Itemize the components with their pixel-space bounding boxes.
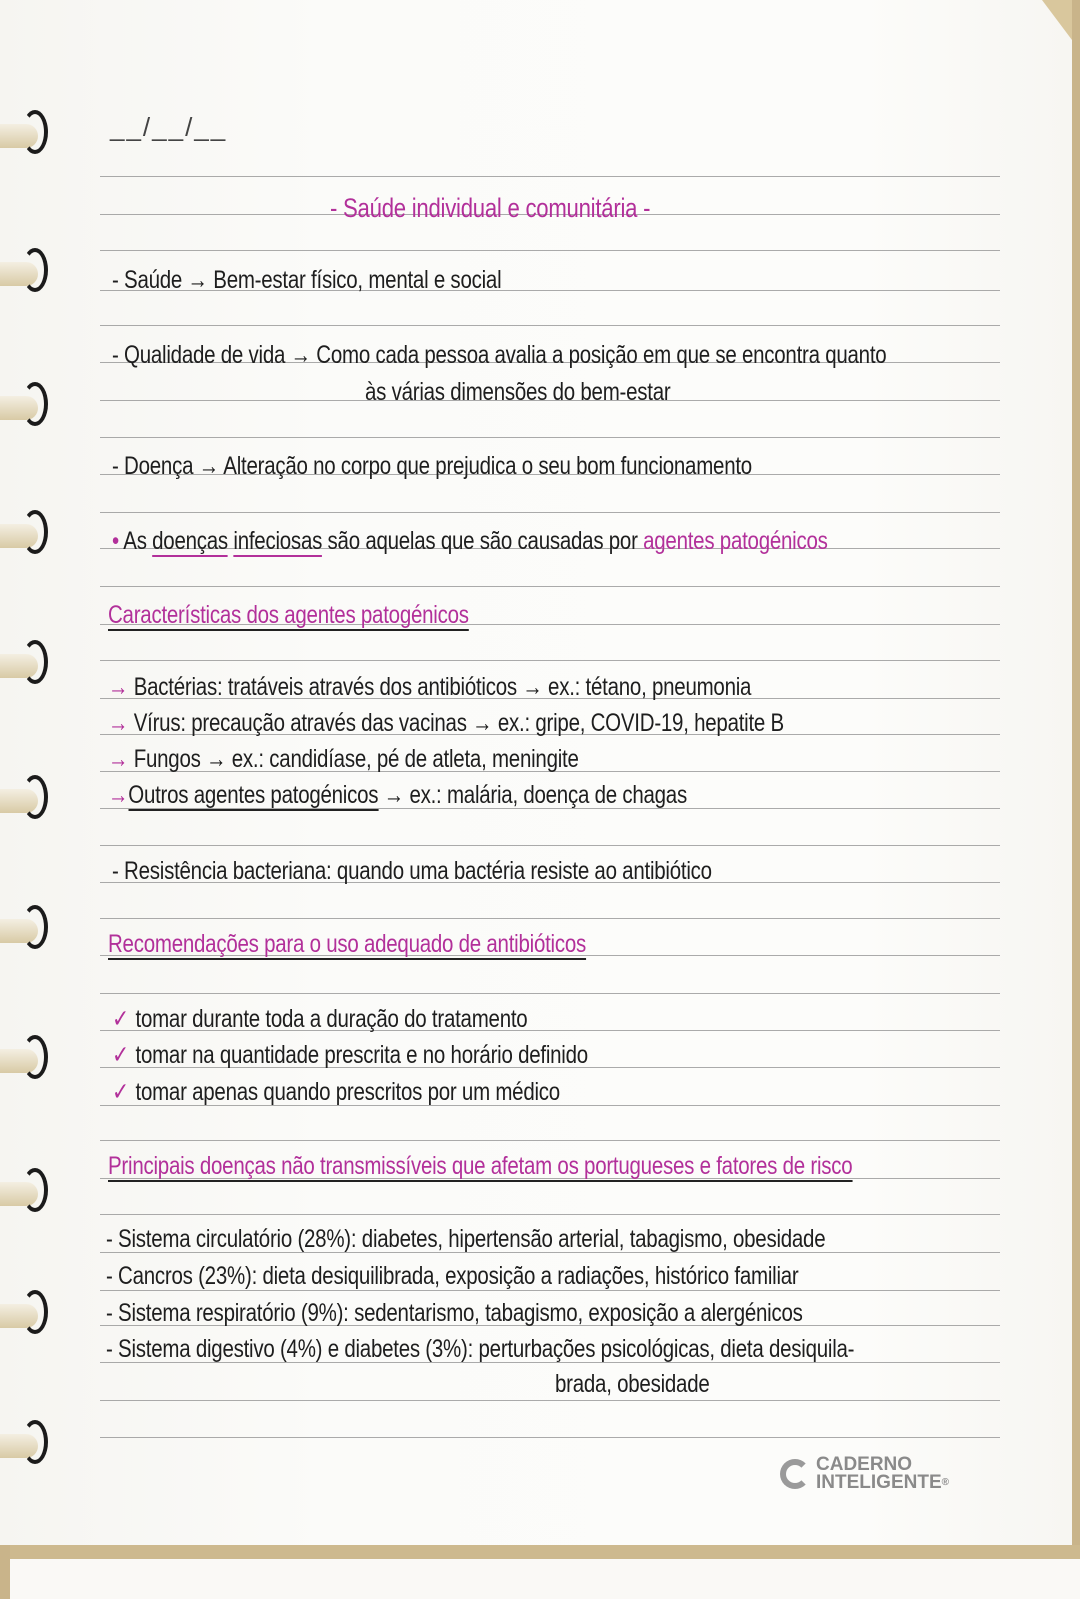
- section-header-ncd: Principais doenças não transmissíveis que afetam os portugueses e fatores de risco: [108, 1152, 853, 1180]
- section-header-antibiotics: Recomendações para o uso adequado de antibióticos: [108, 930, 587, 958]
- binder-ring-icon: [0, 905, 46, 953]
- binder-ring-icon: [0, 110, 46, 158]
- date-field: __/__/__: [110, 112, 228, 142]
- definition-term: Doença: [124, 452, 194, 480]
- bullet-icon: •: [112, 527, 119, 555]
- definition-doenca: - Doença → Alteração no corpo que prejudica o seu bom funcionamento: [112, 452, 752, 480]
- definition-term: Saúde: [124, 266, 183, 294]
- checkmark-icon: ✓: [112, 1041, 129, 1069]
- binder-ring-icon: [0, 510, 46, 558]
- pathogen-item: →Outros agentes patogénicos → ex.: malária, doença de chagas: [108, 781, 687, 809]
- page-corner-fold: [1042, 0, 1072, 40]
- logo-line-1: CADERNO: [816, 1454, 913, 1475]
- recommendation-item: ✓ tomar na quantidade prescrita e no horário definido: [112, 1041, 588, 1069]
- arrow-icon: →: [108, 709, 129, 737]
- ncd-item: - Sistema digestivo (4%) e diabetes (3%): perturbações psicológicas, dieta desiquila-: [106, 1335, 855, 1363]
- arrow-icon: →: [108, 673, 129, 701]
- infectious-diseases-note: • As doenças infeciosas são aquelas que são causadas por agentes patogénicos: [112, 527, 828, 555]
- section-header-pathogens: Características dos agentes patogénicos: [108, 601, 469, 629]
- binder-ring-icon: [0, 775, 46, 823]
- underlying-page-edge: [10, 1545, 1080, 1599]
- definition-qualidade-de-vida: - Qualidade de vida → Como cada pessoa avalia a posição em que se encontra quanto: [112, 341, 887, 369]
- recommendation-item: ✓ tomar durante toda a duração do tratamento: [112, 1005, 528, 1033]
- pathogen-item: → Bactérias: tratáveis através dos antibióticos → ex.: tétano, pneumonia: [108, 673, 752, 701]
- arrow-icon: →: [187, 266, 208, 294]
- page-title: - Saúde individual e comunitária -: [330, 193, 651, 223]
- pathogen-item: → Fungos → ex.: candidíase, pé de atleta, meningite: [108, 745, 579, 773]
- brand-c-icon: [780, 1459, 810, 1489]
- binder-ring-icon: [0, 1420, 46, 1468]
- arrow-icon: →: [108, 745, 129, 773]
- pathogen-item: → Vírus: precaução através das vacinas → ex.: gripe, COVID-19, hepatite B: [108, 709, 784, 737]
- checkmark-icon: ✓: [112, 1005, 129, 1033]
- definition-continuation: às várias dimensões do bem-estar: [365, 378, 671, 406]
- definition-term: Qualidade de vida: [124, 341, 286, 369]
- arrow-icon: →: [108, 781, 129, 809]
- binder-ring-icon: [0, 248, 46, 296]
- checkmark-icon: ✓: [112, 1078, 129, 1106]
- binder-ring-icon: [0, 640, 46, 688]
- binder-ring-icon: [0, 1168, 46, 1216]
- definition-saude: - Saúde → Bem-estar físico, mental e social: [112, 266, 502, 294]
- arrow-icon: →: [290, 341, 311, 369]
- ncd-item: - Sistema circulatório (28%): diabetes, hipertensão arterial, tabagismo, obesidade: [106, 1225, 826, 1253]
- ncd-item: - Cancros (23%): dieta desiquilibrada, exposição a radiações, histórico familiar: [106, 1262, 799, 1290]
- caderno-inteligente-logo: [780, 1456, 949, 1492]
- arrow-icon: →: [198, 452, 219, 480]
- bacterial-resistance-note: - Resistência bacteriana: quando uma bactéria resiste ao antibiótico: [112, 857, 712, 885]
- recommendation-item: ✓ tomar apenas quando prescritos por um médico: [112, 1078, 560, 1106]
- binder-ring-icon: [0, 1290, 46, 1338]
- logo-line-2: INTELIGENTE®: [816, 1472, 949, 1494]
- binder-ring-icon: [0, 382, 46, 430]
- binder-ring-icon: [0, 1035, 46, 1083]
- ncd-item: - Sistema respiratório (9%): sedentarismo, tabagismo, exposição a alergénicos: [106, 1299, 803, 1327]
- ncd-item-continuation: brada, obesidade: [555, 1370, 710, 1398]
